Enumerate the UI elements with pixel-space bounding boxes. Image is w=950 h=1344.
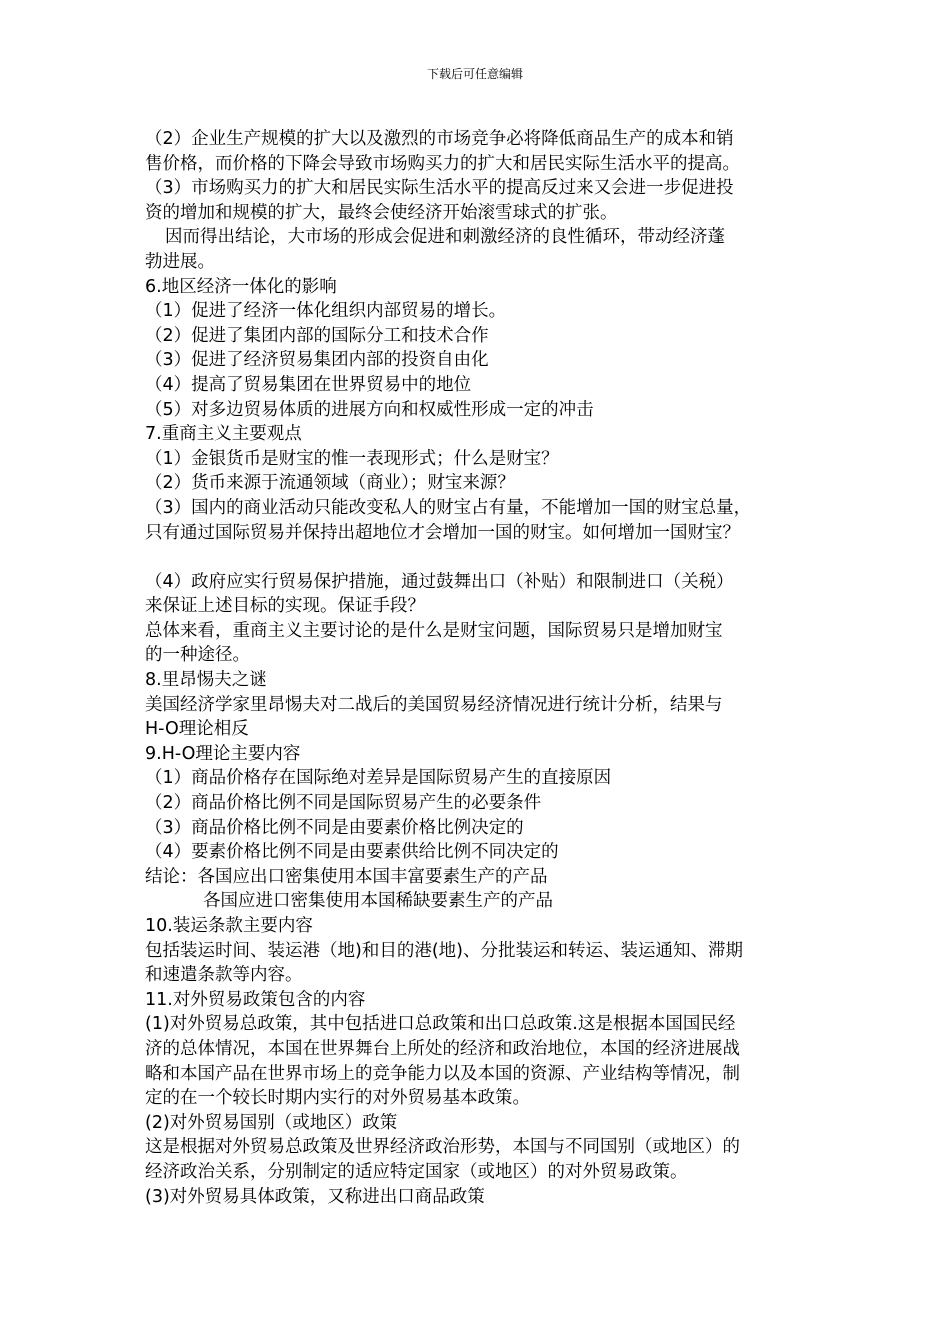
paragraph-line: 只有通过国际贸易并保持出超地位才会增加一国的财宝。如何增加一国财宝？ [145, 522, 740, 543]
list-item: （1）商品价格存在国际绝对差异是国际贸易产生的直接原因 [145, 768, 612, 789]
list-item: （2）商品价格比例不同是国际贸易产生的必要条件 [145, 793, 542, 814]
paragraph-line: 资的增加和规模的扩大，最终会使经济开始滚雪球式的扩张。 [145, 202, 618, 223]
list-item: （1）促进了经济一体化组织内部贸易的增长。 [145, 301, 507, 322]
page-header: 下载后可任意编辑 [426, 67, 523, 81]
section-heading: 6.地区经济一体化的影响 [145, 276, 337, 297]
section-heading: 11.对外贸易政策包含的内容 [145, 989, 366, 1010]
paragraph-line: 勃进展。 [145, 251, 215, 272]
list-item: （2）货币来源于流通领域（商业）；财宝来源？ [145, 473, 515, 494]
list-item: （4）政府应实行贸易保护措施，通过鼓舞出口（补贴）和限制进口（关税） [145, 571, 734, 592]
subsection-heading: (2)对外贸易国别（或地区）政策 [145, 1112, 398, 1133]
paragraph-line: 美国经济学家里昂惕夫对二战后的美国贸易经济情况进行统计分析，结果与 [145, 694, 723, 715]
paragraph-line: 和速遣条款等内容。 [145, 965, 303, 986]
conclusion-line: 各国应进口密集使用本国稀缺要素生产的产品 [203, 891, 553, 912]
section-heading: 7.重商主义主要观点 [145, 424, 302, 445]
paragraph-line: 售价格，而价格的下降会导致市场购买力的扩大和居民实际生活水平的提高。 [145, 153, 740, 174]
paragraph-line: (1)对外贸易总政策，其中包括进口总政策和出口总政策.这是根据本国国民经 [145, 1014, 736, 1035]
blank-line [145, 545, 825, 570]
paragraph-line: 的一种途径。 [145, 645, 250, 666]
list-item: （3）国内的商业活动只能改变私人的财宝占有量，不能增加一国的财宝总量， [145, 497, 752, 518]
list-item: （3）商品价格比例不同是由要素价格比例决定的 [145, 817, 524, 838]
paragraph-line: 济的总体情况，本国在世界舞台上所处的经济和政治地位，本国的经济进展战 [145, 1038, 740, 1059]
list-item: （4）提高了贸易集团在世界贸易中的地位 [145, 374, 472, 395]
paragraph-line: （2）企业生产规模的扩大以及激烈的市场竞争必将降低商品生产的成本和销 [145, 129, 734, 149]
paragraph-line: 略和本国产品在世界市场上的竞争能力以及本国的资源、产业结构等情况，制 [145, 1063, 740, 1084]
paragraph-line: 因而得出结论，大市场的形成会促进和刺激经济的良性循环，带动经济蓬 [165, 227, 725, 248]
section-heading: 8.里昂惕夫之谜 [145, 670, 267, 691]
paragraph-line: 经济政治关系，分别制定的适应特定国家（或地区）的对外贸易政策。 [145, 1161, 688, 1182]
paragraph-line: 总体来看，重商主义主要讨论的是什么是财宝问题，国际贸易只是增加财宝 [145, 620, 723, 641]
subsection-heading: (3)对外贸易具体政策，又称进出口商品政策 [145, 1186, 485, 1207]
paragraph-line: 这是根据对外贸易总政策及世界经济政治形势，本国与不同国别（或地区）的 [145, 1137, 740, 1158]
list-item: （4）要素价格比例不同是由要素供给比例不同决定的 [145, 842, 559, 863]
paragraph-line: H-O理论相反 [145, 719, 249, 740]
list-item: （1）金银货币是财宝的惟一表现形式；什么是财宝？ [145, 448, 559, 469]
paragraph-line: 来保证上述目标的实现。保证手段？ [145, 596, 425, 617]
list-item: （3）促进了经济贸易集团内部的投资自由化 [145, 350, 489, 371]
document-body [145, 127, 825, 1209]
conclusion-line: 结论：各国应出口密集使用本国丰富要素生产的产品 [145, 866, 548, 887]
section-heading: 9.H-O理论主要内容 [145, 743, 301, 764]
list-item: （2）促进了集团内部的国际分工和技术合作 [145, 325, 489, 346]
paragraph-line: （3）市场购买力的扩大和居民实际生活水平的提高反过来又会进一步促进投 [145, 178, 734, 199]
list-item: （5）对多边贸易体质的进展方向和权威性形成一定的冲击 [145, 399, 594, 420]
section-heading: 10.装运条款主要内容 [145, 916, 313, 936]
paragraph-line: 定的在一个较长时期内实行的对外贸易基本政策。 [145, 1088, 530, 1109]
paragraph-line: 包括装运时间、装运港（地)和目的港(地)、分批装运和转运、装运通知、滞期 [145, 940, 743, 961]
